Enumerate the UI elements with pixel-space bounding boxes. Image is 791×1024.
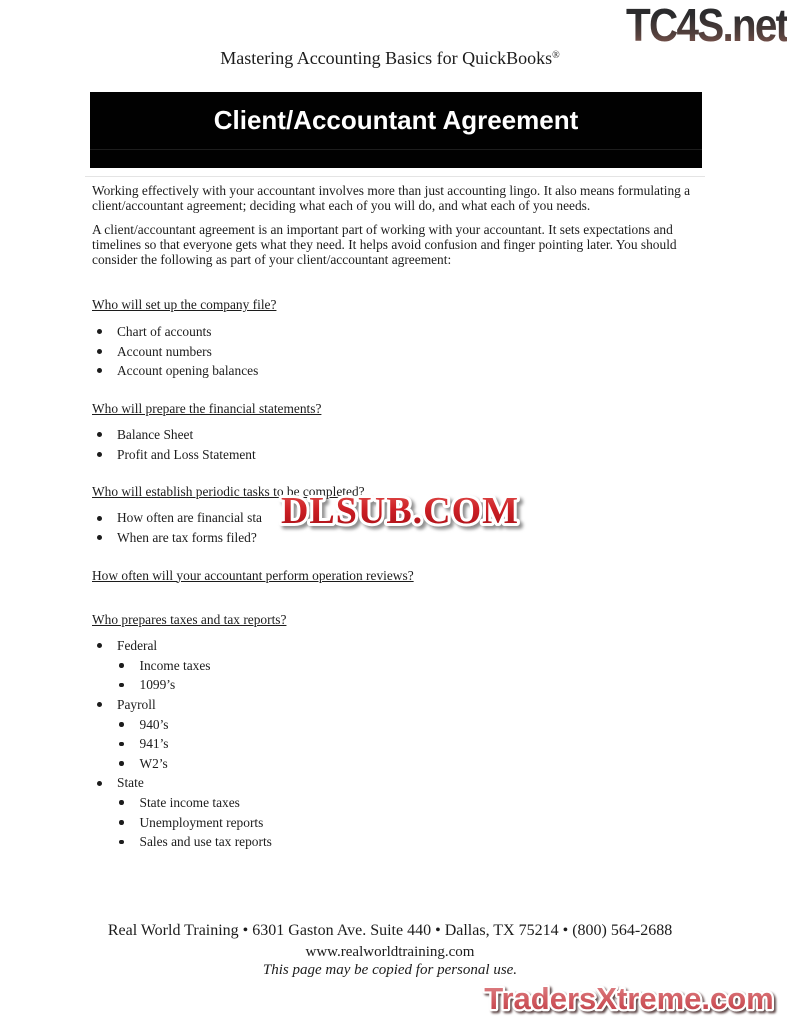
list-item-text: Payroll <box>117 697 156 713</box>
bullet-icon <box>119 722 124 727</box>
list-item <box>92 675 708 695</box>
bullet-icon <box>119 820 124 825</box>
list-item <box>92 734 708 754</box>
bullet-icon <box>119 663 124 668</box>
list-item-text: 940’s <box>139 716 169 732</box>
list-item-text: Account numbers <box>117 343 212 359</box>
list-item <box>92 636 708 656</box>
intro-paragraph: Working effectively with your accountant involves more than just accounting lingo. It also means formulating a client/accountant agreement; deciding what each of you will do, and what each of you needs. <box>92 183 691 214</box>
tax-outline-list <box>92 636 708 852</box>
watermark-traders <box>471 976 787 1022</box>
list-item-text: When are tax forms filed? <box>117 530 257 546</box>
list-item-text: Federal <box>117 638 158 654</box>
bullet-list <box>92 425 708 464</box>
list-item-text: How often are financial sta <box>117 510 263 526</box>
bullet-icon <box>97 329 102 334</box>
section-heading: Who will establish periodic tasks to be completed? <box>92 484 365 500</box>
watermark-dlsub-text: DLSUB.COM <box>280 490 520 532</box>
bullet-icon <box>119 761 124 766</box>
footer-copy-notice: This page may be copied for personal use. <box>262 962 518 978</box>
list-item <box>92 656 708 676</box>
list-item <box>92 695 708 715</box>
bullet-icon <box>97 516 102 521</box>
section-heading: Who prepares taxes and tax reports? <box>92 611 287 627</box>
bullet-icon <box>97 432 102 437</box>
list-item-text: State <box>117 775 144 791</box>
section-heading: Who will set up the company file? <box>92 297 277 313</box>
list-item-text: State income taxes <box>139 795 240 811</box>
footer-website: www.realworldtraining.com <box>305 944 475 960</box>
watermark-traders-text: TradersXtreme.com <box>484 981 774 1016</box>
bullet-icon <box>119 800 124 805</box>
bullet-icon <box>97 535 102 540</box>
bullet-icon <box>97 349 102 354</box>
list-item <box>92 773 708 793</box>
list-item <box>92 812 708 832</box>
list-item-text: Account opening balances <box>117 363 259 379</box>
bullet-icon <box>97 368 102 373</box>
list-item-text: 1099’s <box>139 677 176 693</box>
footer-contact: Real World Training • 6301 Gaston Ave. Suite 440 • Dallas, TX 75214 • (800) 564-2688 <box>107 922 673 939</box>
bullet-icon <box>119 742 124 747</box>
bullet-icon <box>119 840 124 845</box>
bullet-icon <box>97 643 102 648</box>
list-item-text: Profit and Loss Statement <box>117 446 256 462</box>
section-heading: Who will prepare the financial statements? <box>92 400 322 416</box>
section-heading: How often will your accountant perform operation reviews? <box>92 567 414 583</box>
list-item <box>92 361 708 381</box>
list-item-text: 941’s <box>139 736 169 752</box>
list-item-text: W2’s <box>139 755 168 771</box>
bullet-icon <box>97 702 102 707</box>
doc-title-text: Mastering Accounting Basics for QuickBooks <box>220 48 553 68</box>
page-footer <box>0 921 780 979</box>
registered-mark: ® <box>552 50 560 61</box>
list-item <box>92 322 708 342</box>
list-item <box>92 793 708 813</box>
list-item <box>92 341 708 361</box>
list-item-text: Sales and use tax reports <box>139 834 272 850</box>
list-item <box>92 754 708 774</box>
watermark-dlsub <box>254 483 546 537</box>
list-item-text: Chart of accounts <box>117 323 212 339</box>
list-item <box>92 425 708 445</box>
watermark-tc4s: TC4S.net <box>625 0 787 51</box>
list-item <box>92 444 708 464</box>
bullet-icon <box>97 781 102 786</box>
bullet-icon <box>97 452 102 457</box>
banner-title: Client/Accountant Agreement <box>213 105 579 135</box>
list-item <box>92 832 708 852</box>
list-item <box>92 715 708 735</box>
banner-divider <box>90 149 702 150</box>
intro-paragraph: A client/accountant agreement is an important part of working with your accountant. It sets expectations and timelines so that everyone gets what they need. It helps avoid confusion and finger pointing later. You should consider the following as part of your client/accountant agreement: <box>92 221 677 268</box>
bullet-icon <box>119 683 124 688</box>
title-banner <box>90 92 702 168</box>
list-item-text: Unemployment reports <box>139 814 264 830</box>
list-item-text: Income taxes <box>139 657 211 673</box>
banner-hairline <box>85 176 705 177</box>
bullet-list <box>92 322 708 381</box>
doc-title <box>0 46 780 68</box>
list-item-text: Balance Sheet <box>117 427 194 442</box>
